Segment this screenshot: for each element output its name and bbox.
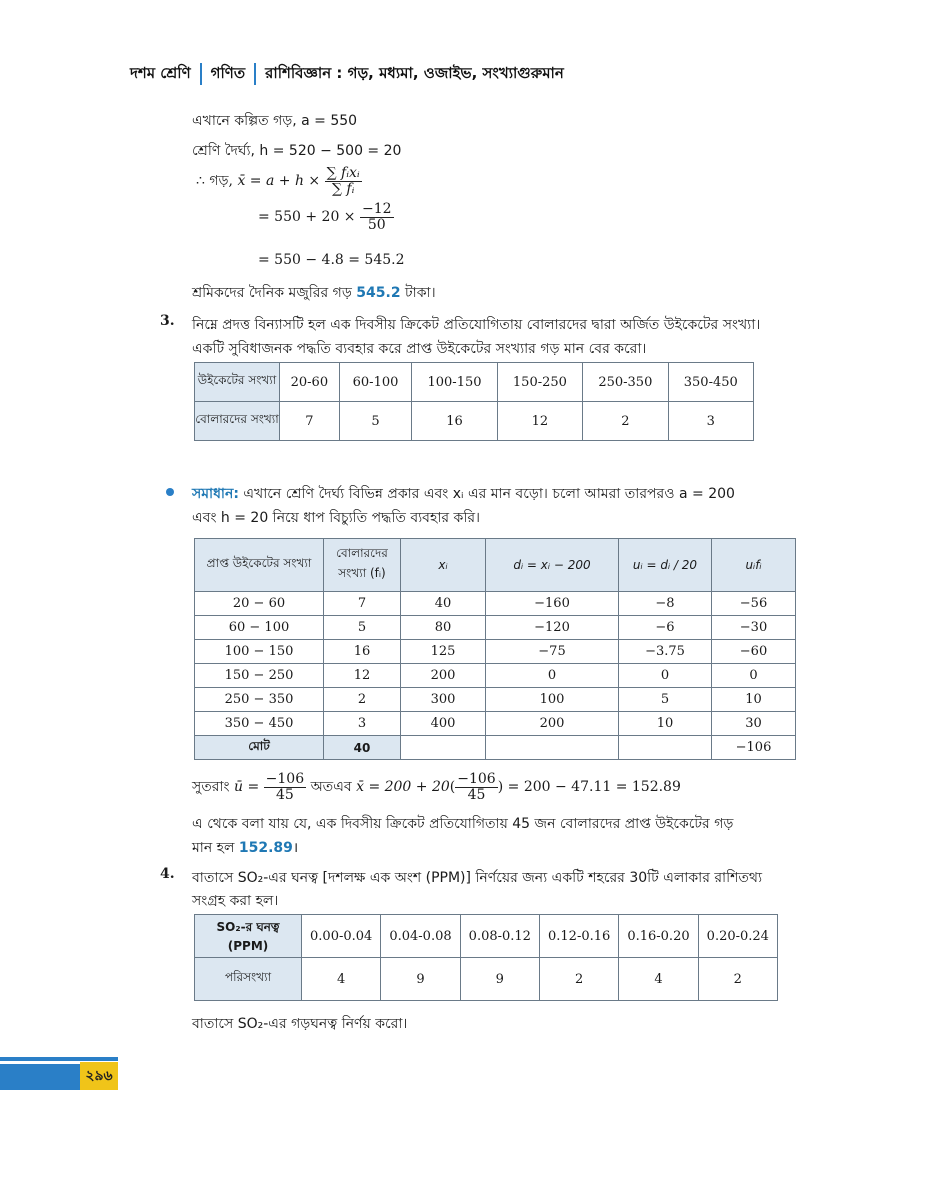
q3-table <box>194 362 754 441</box>
q4-row-label: পরিসংখ্যা <box>195 958 302 1001</box>
sol2-concl-tail: টাকা। <box>405 285 436 301</box>
table-cell: 2 <box>324 688 401 712</box>
table-cell: 10 <box>619 712 712 736</box>
sol3-col-header: uᵢfᵢ <box>712 539 796 592</box>
sol3-calc-u-num: −106 <box>265 771 305 787</box>
sol2-subst-fraction <box>360 202 394 232</box>
table-cell: −3.75 <box>619 640 712 664</box>
q3-text-line1: নিম্নে প্রদত্ত বিন্যাসটি হল এক দিবসীয় ক্রিকেট প্রতিযোগিতায় বোলারদের দ্বারা অর্জিত উইকেটের সংখ্যা। <box>192 317 761 333</box>
table-cell-empty <box>486 736 619 760</box>
table-cell: 150 − 250 <box>195 664 324 688</box>
q3-row-label: বোলারদের সংখ্যা <box>195 402 280 441</box>
q3-number: 3. <box>160 313 175 329</box>
table-row <box>195 616 796 640</box>
q3-text-line2: একটি সুবিধাজনক পদ্ধতি ব্যবহার করে প্রাপ্ত উইকেটের সংখ্যার গড় মান বের করো। <box>192 341 647 357</box>
table-cell-empty <box>401 736 486 760</box>
sol2-conclusion <box>192 281 436 305</box>
table-cell: −60 <box>712 640 796 664</box>
page-number: ২৯৬ <box>80 1062 118 1090</box>
header-class: দশম শ্রেণি <box>130 64 191 82</box>
q4-class-cell: 0.16-0.20 <box>619 915 698 958</box>
q4-table <box>194 914 778 1001</box>
table-row <box>195 664 796 688</box>
sol2-subst-prefix: = 550 + 20 × <box>258 209 356 226</box>
q4-freq-cell: 4 <box>302 958 381 1001</box>
sol3-label: সমাধান: <box>192 486 239 502</box>
table-cell: 3 <box>324 712 401 736</box>
table-cell: 100 − 150 <box>195 640 324 664</box>
sol3-calc-u-fraction <box>264 772 306 802</box>
header-chapter: রাশিবিজ্ঞান : গড়, মধ্যমা, ওজাইভ, সংখ্যাগুরুমান <box>265 64 564 82</box>
table-cell: 30 <box>712 712 796 736</box>
q4-freq-cell: 2 <box>539 958 618 1001</box>
sol3-concl-value: 152.89 <box>238 840 293 856</box>
table-cell: 300 <box>401 688 486 712</box>
table-cell: 5 <box>619 688 712 712</box>
sol2-assumed-mean: এখানে কল্পিত গড়, a = 550 <box>192 113 358 129</box>
q3-table-row-classes <box>195 363 754 402</box>
q3-row-label: উইকেটের সংখ্যা <box>195 363 280 402</box>
q4-text-line1: বাতাসে SO₂-এর ঘনত্ব [দশলক্ষ এক অংশ (PPM)] নির্ণয়ের জন্য একটি শহরের 30টি এলাকার রাশিতথ্য <box>192 870 763 886</box>
table-cell: 12 <box>324 664 401 688</box>
sol3-calc-x-den: 45 <box>467 786 486 803</box>
q4-class-cell: 0.12-0.16 <box>539 915 618 958</box>
q3-class-cell: 100-150 <box>412 363 497 402</box>
table-cell: 200 <box>401 664 486 688</box>
sol3-conclusion-line2 <box>192 836 298 860</box>
q4-table-row-freq <box>195 958 778 1001</box>
q4-class-cell: 0.20-0.24 <box>698 915 777 958</box>
q4-text-line2: সংগ্রহ করা হল। <box>192 893 279 909</box>
table-cell: 10 <box>712 688 796 712</box>
sol3-calc-prefix: সুতরাং <box>192 779 230 796</box>
solution-bullet-icon <box>166 488 174 496</box>
sol2-formula-den: ∑ fᵢ <box>331 180 355 197</box>
sol3-text-line2: এবং h = 20 নিয়ে ধাপ বিচ্যুতি পদ্ধতি ব্যবহার করি। <box>192 510 481 526</box>
table-cell: 5 <box>324 616 401 640</box>
sol3-total-f: 40 <box>324 736 401 760</box>
table-cell: 80 <box>401 616 486 640</box>
sol3-calc-u: ū = <box>234 779 260 796</box>
sol2-result: = 550 − 4.8 = 545.2 <box>258 252 405 268</box>
table-cell: 40 <box>401 592 486 616</box>
sol3-col-header: xᵢ <box>401 539 486 592</box>
table-cell: 16 <box>324 640 401 664</box>
q4-number: 4. <box>160 866 175 882</box>
running-header <box>130 62 564 87</box>
sol2-mean-formula <box>196 166 362 196</box>
sol3-total-row <box>195 736 796 760</box>
q4-class-cell: 0.00-0.04 <box>302 915 381 958</box>
q4-class-cell: 0.08-0.12 <box>460 915 539 958</box>
table-cell: 200 <box>486 712 619 736</box>
q3-freq-cell: 2 <box>583 402 668 441</box>
table-cell: 250 − 350 <box>195 688 324 712</box>
table-cell: 350 − 450 <box>195 712 324 736</box>
sol3-text-line1 <box>192 482 735 506</box>
table-cell: −56 <box>712 592 796 616</box>
sol3-calc-mid: অতএব <box>310 779 352 796</box>
sol3-concl-tail: । <box>292 840 299 856</box>
table-cell: 0 <box>619 664 712 688</box>
sol3-total-label: মোট <box>195 736 324 760</box>
header-divider <box>254 63 256 85</box>
sol3-col-header: বোলারদের সংখ্যা (fᵢ) <box>324 539 401 592</box>
sol3-total-uf: −106 <box>712 736 796 760</box>
q3-freq-cell: 16 <box>412 402 497 441</box>
table-cell: −120 <box>486 616 619 640</box>
q4-freq-cell: 2 <box>698 958 777 1001</box>
q3-class-cell: 250-350 <box>583 363 668 402</box>
table-cell: −30 <box>712 616 796 640</box>
sol3-calc-x: x̄ = 200 + 20 <box>356 779 450 796</box>
table-cell: 125 <box>401 640 486 664</box>
header-divider <box>200 63 202 85</box>
sol2-formula-prefix: ∴ গড়, <box>196 173 233 190</box>
sol2-subst-num: −12 <box>361 201 392 217</box>
sol3-text1: এখানে শ্রেণি দৈর্ঘ্য বিভিন্ন প্রকার এবং xᵢ এর মান বড়ো। চলো আমরা তারপরও a = 200 <box>243 486 735 502</box>
q4-freq-cell: 9 <box>381 958 460 1001</box>
table-cell: 20 − 60 <box>195 592 324 616</box>
sol2-formula-num: ∑ fᵢxᵢ <box>326 165 360 181</box>
sol2-subst-den: 50 <box>367 216 386 233</box>
sol2-formula-lhs: x̄ = a + h × <box>237 173 321 190</box>
q3-table-row-freq <box>195 402 754 441</box>
page-band <box>0 1057 118 1061</box>
q3-class-cell: 350-450 <box>668 363 753 402</box>
sol2-concl-text: শ্রমিকদের দৈনিক মজুরির গড় <box>192 285 352 301</box>
table-cell: −160 <box>486 592 619 616</box>
q4-class-cell: 0.04-0.08 <box>381 915 460 958</box>
table-row <box>195 640 796 664</box>
q3-freq-cell: 3 <box>668 402 753 441</box>
sol3-header-row <box>195 539 796 592</box>
table-cell: −75 <box>486 640 619 664</box>
table-cell: −8 <box>619 592 712 616</box>
sol3-concl-text: মান হল <box>192 840 235 856</box>
sol3-conclusion-line1: এ থেকে বলা যায় যে, এক দিবসীয় ক্রিকেট প্রতিযোগিতায় 45 জন বোলারদের প্রাপ্ত উইকেটের গড় <box>192 816 734 832</box>
sol3-calculation: সুতরাং ū = $\frac{-106}{45}$ অতএব x̄ = 200 + 20( $\frac{-106}{45}$ ) = 200 − 47.11 = 152.89 <box>192 771 681 803</box>
sol2-substitution <box>258 202 394 232</box>
q3-class-cell: 20-60 <box>280 363 340 402</box>
q3-freq-cell: 12 <box>497 402 582 441</box>
q4-ask: বাতাসে SO₂-এর গড়ঘনত্ব নির্ণয় করো। <box>192 1016 408 1032</box>
table-cell-empty <box>619 736 712 760</box>
table-cell: 0 <box>486 664 619 688</box>
sol3-calc-x-fraction <box>455 772 497 802</box>
table-cell: 400 <box>401 712 486 736</box>
sol3-calc-u-den: 45 <box>275 786 294 803</box>
table-cell: 0 <box>712 664 796 688</box>
table-cell: 7 <box>324 592 401 616</box>
q3-freq-cell: 5 <box>339 402 412 441</box>
table-row <box>195 712 796 736</box>
sol3-col-header: uᵢ = dᵢ / 20 <box>619 539 712 592</box>
q4-row-label: SO₂-র ঘনত্ব (PPM) <box>195 915 302 958</box>
q4-freq-cell: 4 <box>619 958 698 1001</box>
q3-class-cell: 150-250 <box>497 363 582 402</box>
sol3-col-header: dᵢ = xᵢ − 200 <box>486 539 619 592</box>
header-subject: গণিত <box>210 64 246 82</box>
sol2-concl-value: 545.2 <box>356 285 401 301</box>
q4-table-row-classes <box>195 915 778 958</box>
q3-freq-cell: 7 <box>280 402 340 441</box>
q3-class-cell: 60-100 <box>339 363 412 402</box>
sol3-calc-tail: = 200 − 47.11 = 152.89 <box>507 779 681 796</box>
page-band-fill <box>0 1064 80 1090</box>
sol2-formula-fraction <box>325 166 362 196</box>
table-cell: −6 <box>619 616 712 640</box>
sol3-calc-x-num: −106 <box>457 771 496 787</box>
table-cell: 100 <box>486 688 619 712</box>
sol3-table <box>194 538 796 760</box>
table-row <box>195 688 796 712</box>
sol3-col-header: প্রাপ্ত উইকেটের সংখ্যা <box>195 539 324 592</box>
q4-freq-cell: 9 <box>460 958 539 1001</box>
table-row <box>195 592 796 616</box>
table-cell: 60 − 100 <box>195 616 324 640</box>
sol2-class-width: শ্রেণি দৈর্ঘ্য, h = 520 − 500 = 20 <box>192 143 402 159</box>
